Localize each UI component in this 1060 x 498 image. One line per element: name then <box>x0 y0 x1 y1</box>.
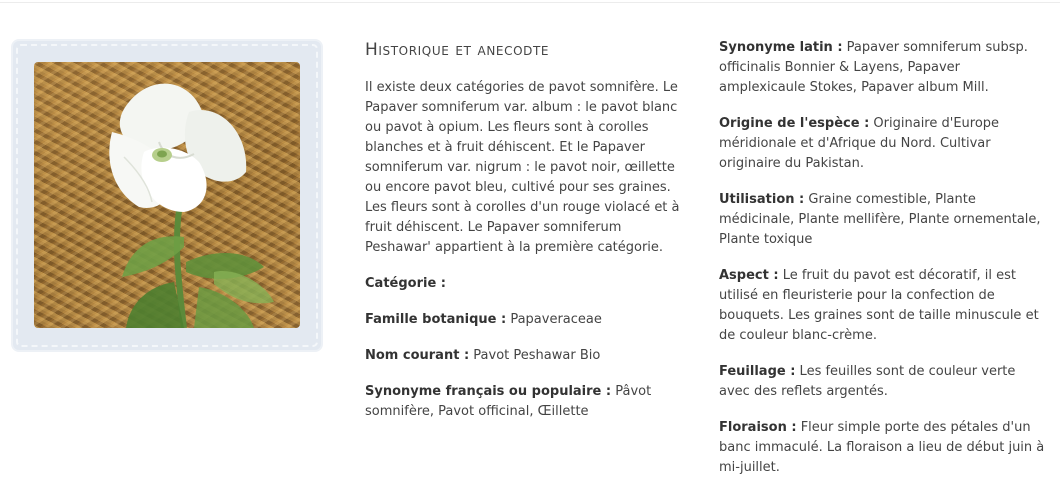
main-column <box>365 40 685 438</box>
field-value: Papaver somniferum subsp. officinalis Bonnier & Layens, Papaver amplexicaule Stokes, Papaver album Mill. <box>719 40 1028 95</box>
field-label: Catégorie : <box>365 276 446 291</box>
field-label: Feuillage : <box>719 364 796 379</box>
field-label: Synonyme français ou populaire : <box>365 384 612 399</box>
field-feuillage <box>719 362 1049 402</box>
field-utilisation <box>719 190 1049 250</box>
field-value: Graine comestible, Plante médicinale, Plante mellifère, Plante ornementale, Plante toxique <box>719 192 1041 247</box>
field-label: Nom courant : <box>365 348 470 363</box>
field-label: Floraison : <box>719 420 797 435</box>
product-photo <box>34 62 300 328</box>
details-column <box>719 38 1049 494</box>
field-value: Le fruit du pavot est décoratif, il est utilisé en fleuristerie pour la confection de bouquets. Les graines sont de taille minuscule et de couleur blanc-crème. <box>719 268 1039 343</box>
field-label: Synonyme latin : <box>719 40 843 55</box>
field-label: Famille botanique : <box>365 312 507 327</box>
field-nom-courant <box>365 346 685 366</box>
field-synonyme-francais <box>365 382 685 422</box>
field-categorie <box>365 274 685 294</box>
field-synonyme-latin <box>719 38 1049 98</box>
field-aspect <box>719 266 1049 346</box>
field-famille-botanique <box>365 310 685 330</box>
field-value: Les feuilles sont de couleur verte avec des reflets argentés. <box>719 364 1016 399</box>
field-value: Originaire d'Europe méridionale et d'Afrique du Nord. Cultivar originaire du Pakistan. <box>719 116 1000 171</box>
field-origine <box>719 114 1049 174</box>
section-title: Historique et anecodte <box>365 40 550 60</box>
field-value: Pâvot somnifère, Pavot officinal, Œillette <box>365 384 652 419</box>
field-value: Pavot Peshawar Bio <box>469 348 601 363</box>
field-label: Utilisation : <box>719 192 805 207</box>
top-divider <box>0 2 1060 3</box>
poppy-illustration <box>34 62 300 328</box>
field-floraison <box>719 418 1049 478</box>
intro-paragraph: Il existe deux catégories de pavot somnifère. Le Papaver somniferum var. album : le pavot blanc ou pavot à opium. Les fleurs sont à corolles blanches et à fruit déhiscent. Et le Papaver somniferum var. nigrum : le pavot noir, œillette ou encore pavot bleu, cultivé pour ses graines. Les fleurs sont à corolles d'un rouge violacé et à fruit déhiscent. Le Papaver somniferum Peshawar' appartient à la première catégorie. <box>365 80 680 255</box>
field-value: Papaveraceae <box>506 312 602 327</box>
field-value: Fleur simple porte des pétales d'un banc immaculé. La floraison a lieu de début juin à mi-juillet. <box>719 420 1045 475</box>
field-label: Origine de l'espèce : <box>719 116 870 131</box>
field-label: Aspect : <box>719 268 779 283</box>
